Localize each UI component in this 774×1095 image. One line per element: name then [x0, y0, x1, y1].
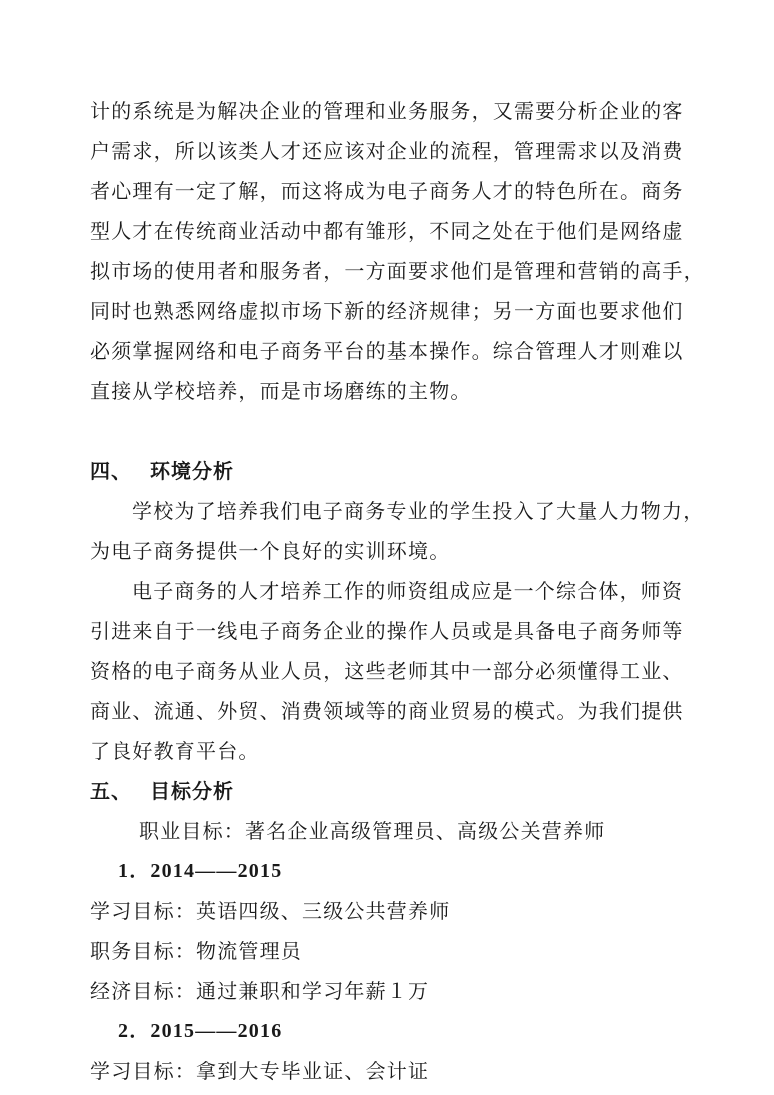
paragraph-line: 了良好教育平台。	[90, 739, 260, 763]
paragraph-line: 者心理有一定了解，而这将成为电子商务人才的特色所在。商务	[90, 179, 684, 203]
goal-item: 经济目标：通过兼职和学习年薪１万	[90, 979, 430, 1003]
career-goal: 职业目标：著名企业高级管理员、高级公关营养师	[139, 819, 606, 843]
paragraph-line: 资格的电子商务从业人员，这些老师其中一部分必须懂得工业、	[90, 659, 684, 683]
section-heading-5	[90, 777, 234, 805]
paragraph-line: 引进来自于一线电子商务企业的操作人员或是具备电子商务师等	[90, 619, 684, 643]
paragraph-line: 型人才在传统商业活动中都有雏形，不同之处在于他们是网络虚	[90, 219, 684, 243]
paragraph-line: 户需求，所以该类人才还应该对企业的流程，管理需求以及消费	[90, 139, 684, 163]
paragraph-line: 学校为了培养我们电子商务专业的学生投入了大量人力物力，	[132, 499, 705, 523]
paragraph-line: 必须掌握网络和电子商务平台的基本操作。综合管理人才则难以	[90, 339, 684, 363]
period-label: 2．2015——2016	[118, 1020, 283, 1042]
paragraph-line: 计的系统是为解决企业的管理和业务服务，又需要分析企业的客	[90, 99, 684, 123]
paragraph-line: 同时也熟悉网络虚拟市场下新的经济规律；另一方面也要求他们	[90, 299, 684, 323]
paragraph-line: 拟市场的使用者和服务者，一方面要求他们是管理和营销的高手，	[90, 259, 705, 283]
paragraph-line: 直接从学校培养，而是市场磨练的主物。	[90, 379, 472, 403]
goal-item: 学习目标：英语四级、三级公共营养师	[90, 899, 451, 923]
goal-item: 学习目标：拿到大专毕业证、会计证	[90, 1059, 430, 1083]
paragraph-line: 商业、流通、外贸、消费领域等的商业贸易的模式。为我们提供	[90, 699, 684, 723]
period-label: 1．2014——2015	[118, 860, 283, 882]
section-title: 目标分析	[150, 779, 234, 803]
goal-item: 职务目标：物流管理员	[90, 939, 302, 963]
paragraph-line: 为电子商务提供一个良好的实训环境。	[90, 539, 451, 563]
section-number: 五、	[90, 779, 132, 803]
section-heading-4	[90, 457, 234, 485]
section-number: 四、	[90, 459, 132, 483]
paragraph-line: 电子商务的人才培养工作的师资组成应是一个综合体，师资	[132, 579, 684, 603]
section-title: 环境分析	[150, 459, 234, 483]
